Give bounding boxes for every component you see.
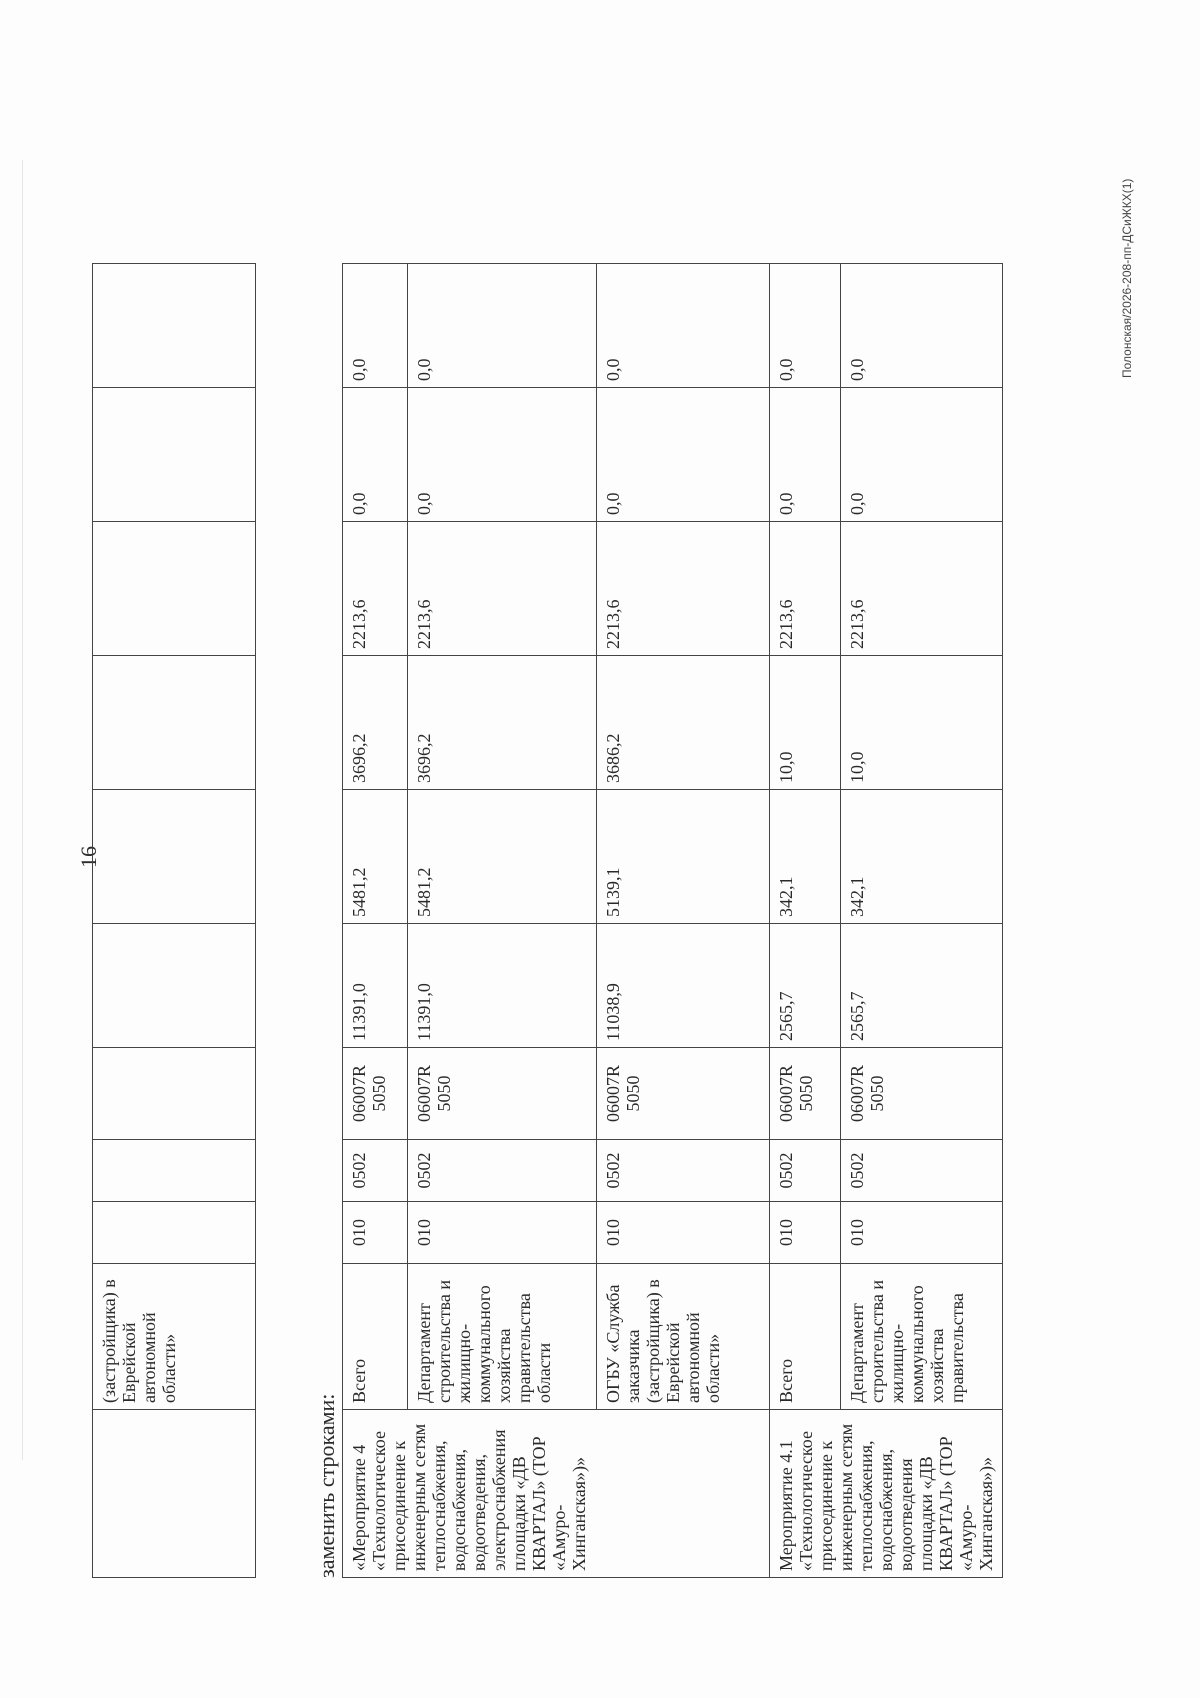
value-cell: 2565,7 — [770, 924, 841, 1048]
executor-cell: ОГБУ «Служба заказчика (застройщика) в Еврейской автономной области» — [597, 1264, 770, 1410]
value-cell: 3696,2 — [408, 656, 597, 790]
page-number: 16 — [76, 846, 101, 868]
table-row — [770, 264, 841, 1578]
grbs-cell: 010 — [841, 1202, 1003, 1264]
value-cell — [93, 1048, 256, 1140]
grbs-cell: 010 — [408, 1202, 597, 1264]
value-cell: 2213,6 — [597, 522, 770, 656]
table-row — [93, 264, 256, 1578]
continuation-table — [92, 263, 256, 1578]
rzpr-cell: 0502 — [770, 1140, 841, 1202]
table-row — [408, 264, 597, 1578]
value-cell — [93, 1140, 256, 1202]
rzpr-cell: 0502 — [841, 1140, 1003, 1202]
csr-cell: 06007R 5050 — [597, 1048, 770, 1140]
document-code: Полонская/2026-208-пп-ДСиЖКХ(1) — [1120, 178, 1134, 378]
table-row — [343, 264, 408, 1578]
value-cell — [93, 1202, 256, 1264]
value-cell — [93, 924, 256, 1048]
activity-name-cell: «Мероприятие 4 «Технологическое присоединение к инженерным сетям теплоснабжения, водоснабжения, водоотведения, электроснабжения площадки «ДВ КВАРТАЛ» (ТОР «Амуро-Хинганская»)» — [343, 1410, 770, 1578]
value-cell — [93, 522, 256, 656]
rzpr-cell: 0502 — [597, 1140, 770, 1202]
value-cell: 0,0 — [841, 388, 1003, 522]
replacement-table — [342, 263, 1003, 1578]
replace-with-rows-label: заменить строками: — [314, 1393, 339, 1578]
value-cell — [93, 264, 256, 388]
value-cell: 11391,0 — [408, 924, 597, 1048]
value-cell: 3686,2 — [597, 656, 770, 790]
value-cell: 0,0 — [408, 264, 597, 388]
csr-cell: 06007R 5050 — [770, 1048, 841, 1140]
value-cell: 5481,2 — [343, 790, 408, 924]
csr-cell: 06007R 5050 — [408, 1048, 597, 1140]
value-cell: 0,0 — [343, 264, 408, 388]
value-cell: 5481,2 — [408, 790, 597, 924]
csr-cell: 06007R 5050 — [841, 1048, 1003, 1140]
table-row — [841, 264, 1003, 1578]
csr-cell: 06007R 5050 — [343, 1048, 408, 1140]
executor-cell: Всего — [770, 1264, 841, 1410]
rzpr-cell: 0502 — [343, 1140, 408, 1202]
grbs-cell: 010 — [770, 1202, 841, 1264]
value-cell — [93, 388, 256, 522]
value-cell: 2213,6 — [408, 522, 597, 656]
rzpr-cell: 0502 — [408, 1140, 597, 1202]
value-cell: 11038,9 — [597, 924, 770, 1048]
value-cell: 342,1 — [841, 790, 1003, 924]
value-cell: 0,0 — [597, 388, 770, 522]
grbs-cell: 010 — [597, 1202, 770, 1264]
value-cell: 11391,0 — [343, 924, 408, 1048]
activity-name-cell: Мероприятие 4.1 «Технологическое присоединение к инженерным сетям теплоснабжения, водоснабжения, водоотведения площадки «ДВ КВАРТАЛ» (ТОР «Амуро-Хинганская»)» — [770, 1410, 1003, 1578]
executor-cell: Департамент строительства и жилищно-коммунального хозяйства правительства области — [408, 1264, 597, 1410]
value-cell: 0,0 — [770, 264, 841, 388]
executor-cell: Департамент строительства и жилищно-коммунального хозяйства правительства — [841, 1264, 1003, 1410]
value-cell: 10,0 — [770, 656, 841, 790]
value-cell: 0,0 — [343, 388, 408, 522]
table-row — [597, 264, 770, 1578]
value-cell: 342,1 — [770, 790, 841, 924]
value-cell: 0,0 — [841, 264, 1003, 388]
activity-name-cell — [93, 1410, 256, 1578]
value-cell: 0,0 — [770, 388, 841, 522]
value-cell: 0,0 — [408, 388, 597, 522]
value-cell: 5139,1 — [597, 790, 770, 924]
value-cell — [93, 790, 256, 924]
value-cell: 10,0 — [841, 656, 1003, 790]
value-cell: 2213,6 — [841, 522, 1003, 656]
value-cell: 2213,6 — [343, 522, 408, 656]
value-cell — [93, 656, 256, 790]
executor-cell: Всего — [343, 1264, 408, 1410]
value-cell: 2565,7 — [841, 924, 1003, 1048]
grbs-cell: 010 — [343, 1202, 408, 1264]
value-cell: 3696,2 — [343, 656, 408, 790]
value-cell: 2213,6 — [770, 522, 841, 656]
executor-cell: (застройщика) в Еврейской автономной области» — [93, 1264, 256, 1410]
value-cell: 0,0 — [597, 264, 770, 388]
